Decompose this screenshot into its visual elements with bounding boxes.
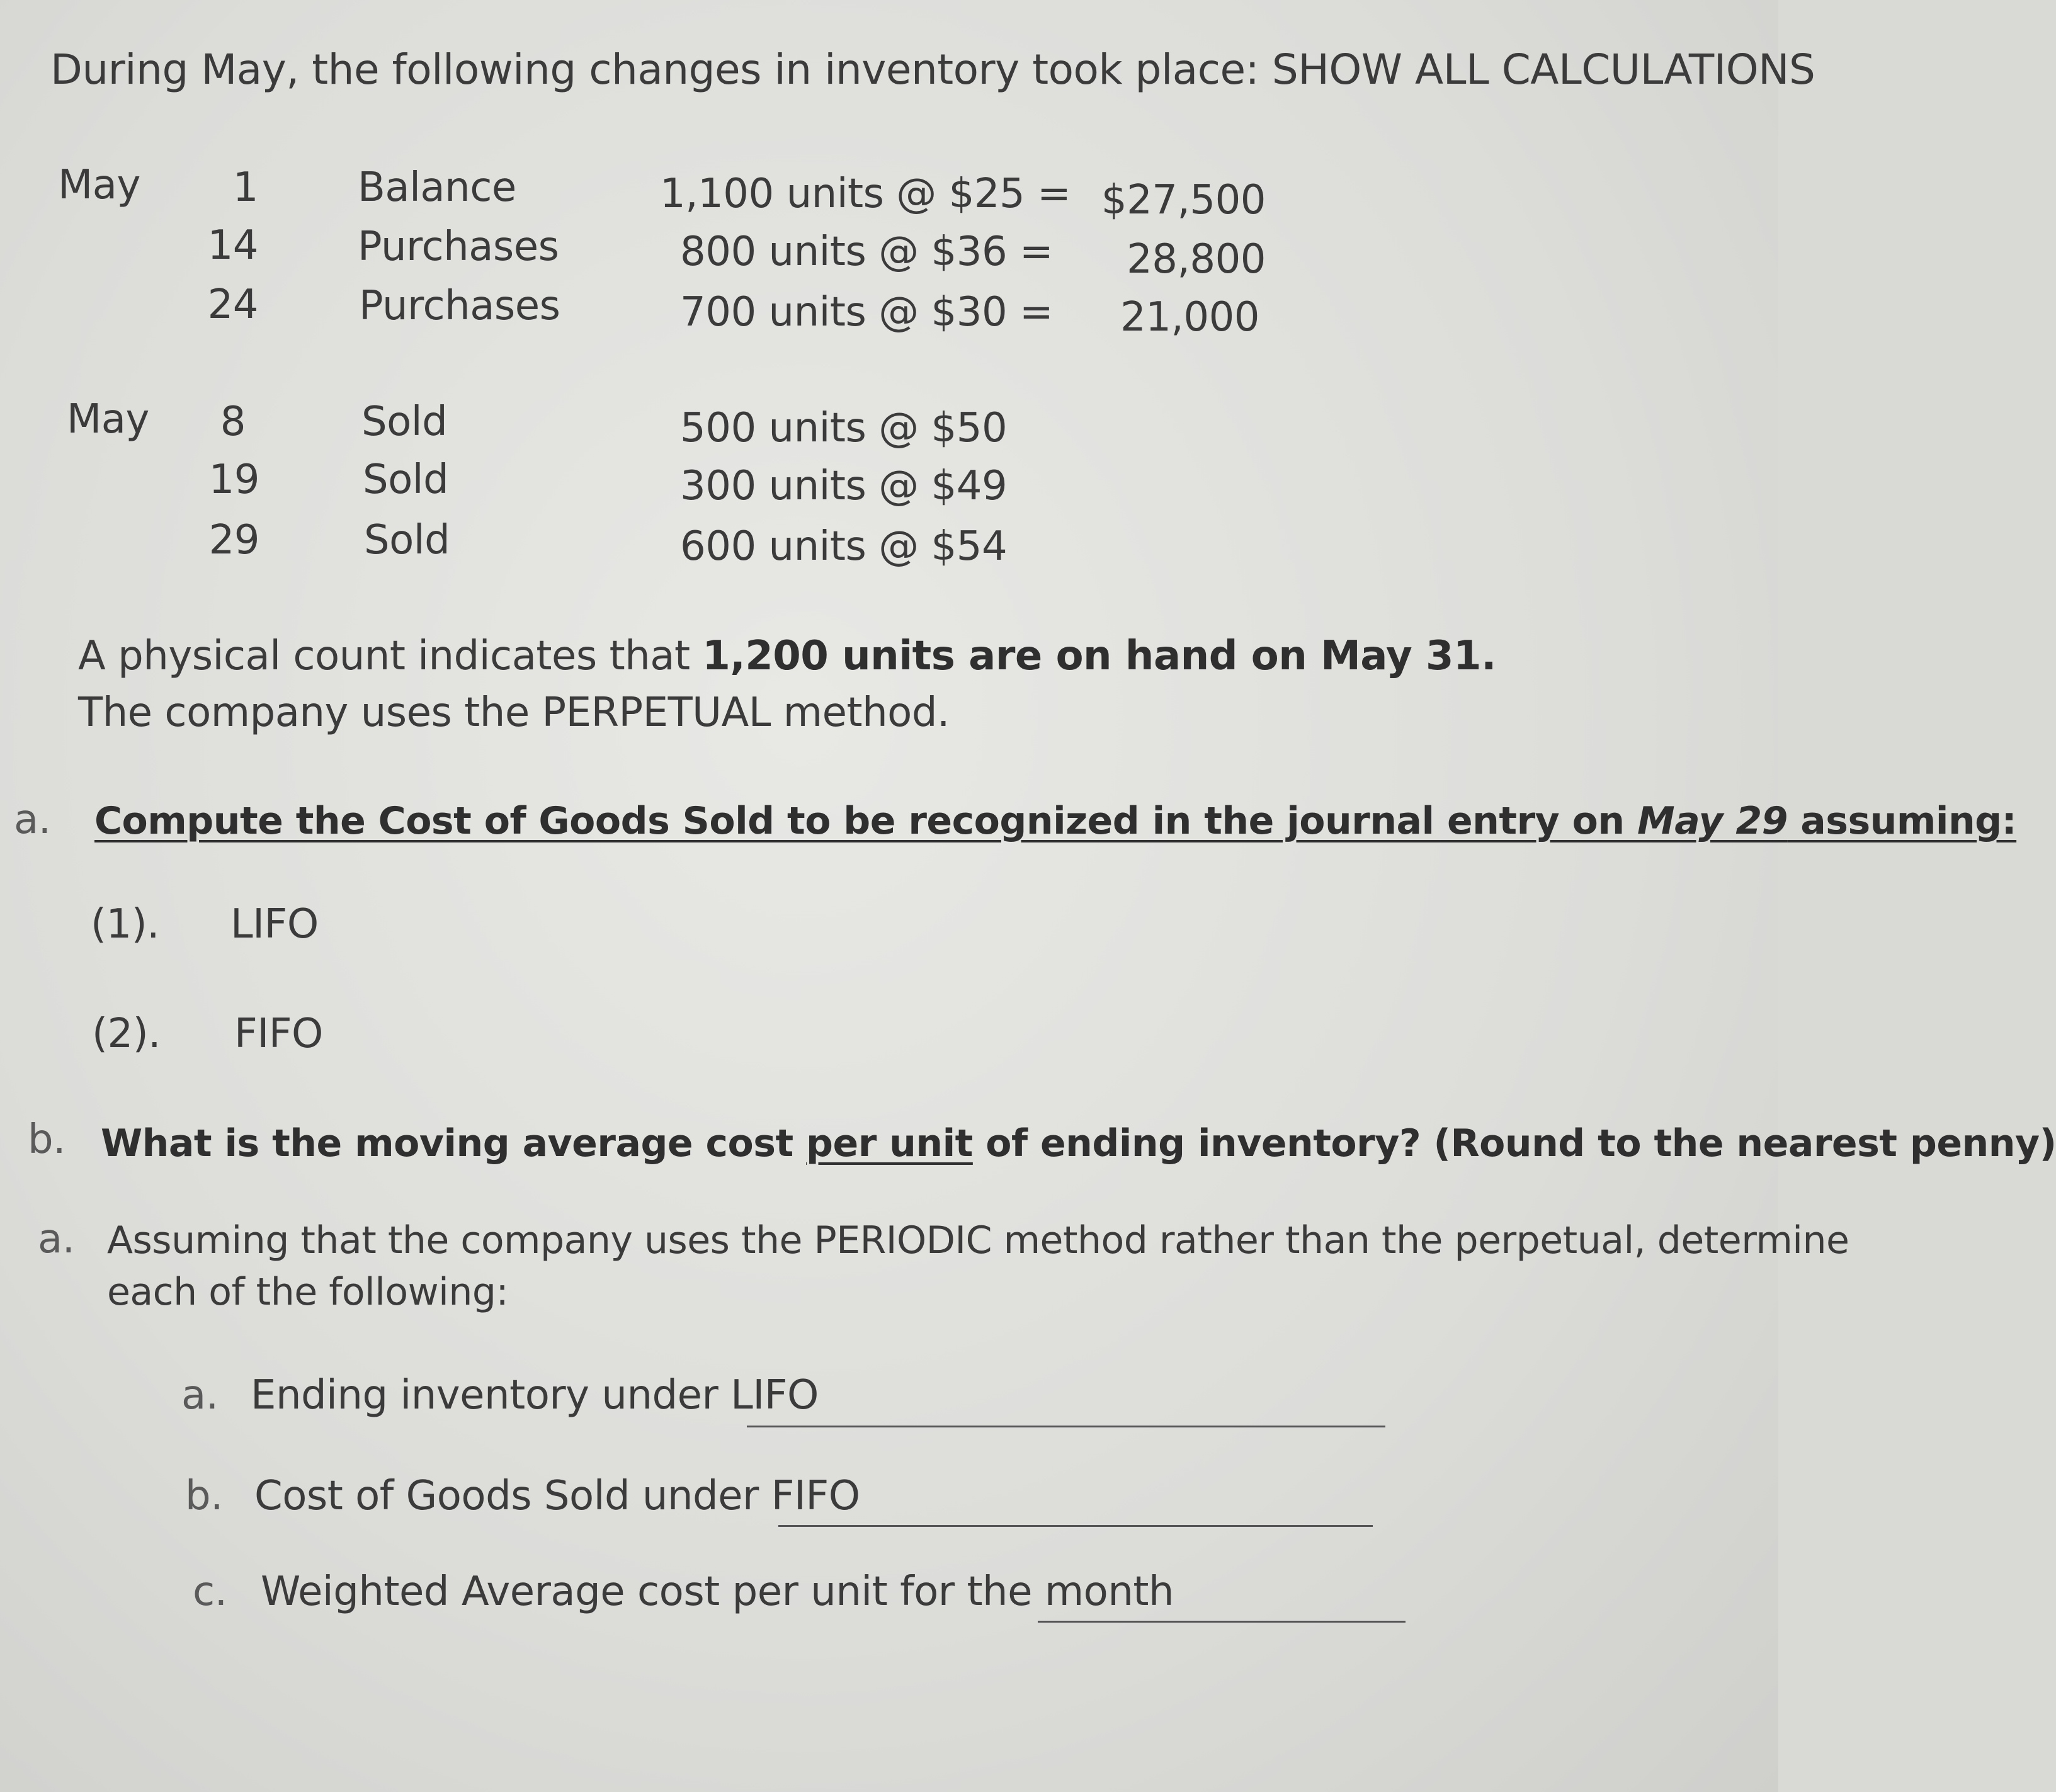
sales-month-label: May bbox=[67, 396, 149, 443]
sale-row-3-day: 29 bbox=[208, 517, 259, 564]
sale-row-1-units: 500 units @ $50 bbox=[680, 405, 1008, 451]
purchase-row-3-units: 700 units @ $30 = bbox=[680, 289, 1054, 336]
physical-count-bold: 1,200 units are on hand on May 31. bbox=[702, 633, 1496, 679]
question-a-letter: a. bbox=[14, 797, 51, 843]
periodic-item-c-label: Weighted Average cost per unit for the month bbox=[261, 1568, 1174, 1615]
sale-row-3-desc: Sold bbox=[364, 517, 450, 564]
question-c-line-2: each of the following: bbox=[107, 1270, 509, 1314]
purchase-row-1-total: $27,500 bbox=[1101, 177, 1266, 224]
physical-count-note bbox=[78, 633, 1496, 679]
question-a-option-1-label: LIFO bbox=[230, 901, 319, 948]
purchase-row-3-day: 24 bbox=[207, 281, 258, 328]
purchase-row-3-total: 21,000 bbox=[1120, 294, 1259, 341]
purchase-row-2-day: 14 bbox=[207, 222, 258, 269]
purchases-month-label: May bbox=[58, 162, 140, 208]
sale-row-2-desc: Sold bbox=[363, 457, 449, 503]
periodic-item-b-label: Cost of Goods Sold under FIFO bbox=[254, 1473, 860, 1519]
sale-row-2-units: 300 units @ $49 bbox=[680, 463, 1008, 509]
periodic-item-a-label: Ending inventory under LIFO bbox=[251, 1372, 819, 1419]
question-c-letter: a. bbox=[38, 1216, 75, 1262]
question-a-text-end: assuming: bbox=[1787, 799, 2017, 843]
question-b-text-underlined: per unit bbox=[806, 1121, 973, 1165]
physical-count-prefix: A physical count indicates that bbox=[78, 633, 703, 679]
purchase-row-2-desc: Purchases bbox=[358, 224, 559, 270]
question-b-text bbox=[101, 1121, 2056, 1165]
question-c-line-1: Assuming that the company uses the PERIODIC method rather than the perpetual, determine bbox=[107, 1218, 1849, 1262]
periodic-item-c-answer-line bbox=[1038, 1621, 1406, 1623]
sale-row-1-day: 8 bbox=[220, 399, 246, 445]
purchase-row-2-total: 28,800 bbox=[1127, 236, 1266, 283]
periodic-item-a-letter: a. bbox=[181, 1372, 219, 1419]
question-b-letter: b. bbox=[28, 1116, 65, 1163]
sale-row-3-units: 600 units @ $54 bbox=[680, 523, 1008, 570]
purchase-row-3-desc: Purchases bbox=[359, 283, 560, 329]
periodic-item-c-letter: c. bbox=[193, 1568, 227, 1615]
question-a-option-1-num: (1). bbox=[91, 901, 159, 948]
sale-row-1-desc: Sold bbox=[361, 399, 448, 445]
question-b-text-end: of ending inventory? (Round to the nearest penny) bbox=[972, 1121, 2056, 1165]
intro-heading: During May, the following changes in inventory took place: SHOW ALL CALCULATIONS bbox=[50, 45, 1815, 94]
periodic-item-b-answer-line bbox=[778, 1525, 1373, 1527]
purchase-row-2-units: 800 units @ $36 = bbox=[680, 229, 1054, 275]
periodic-item-a-answer-line bbox=[747, 1426, 1385, 1427]
sale-row-2-day: 19 bbox=[208, 457, 259, 503]
question-a-option-2-label: FIFO bbox=[234, 1011, 323, 1057]
question-a-option-2-num: (2). bbox=[92, 1011, 161, 1057]
method-note: The company uses the PERPETUAL method. bbox=[78, 689, 950, 736]
question-b-text-start: What is the moving average cost bbox=[101, 1121, 807, 1165]
question-a-text-italic: May 29 bbox=[1637, 799, 1788, 843]
purchase-row-1-units: 1,100 units @ $25 = bbox=[660, 171, 1071, 217]
question-a-text-start: Compute the Cost of Goods Sold to be recognized in the journal entry on bbox=[94, 799, 1637, 843]
question-a-text bbox=[94, 799, 2017, 843]
purchase-row-1-day: 1 bbox=[232, 164, 258, 211]
periodic-item-b-letter: b. bbox=[185, 1473, 223, 1519]
purchase-row-1-desc: Balance bbox=[358, 164, 516, 211]
